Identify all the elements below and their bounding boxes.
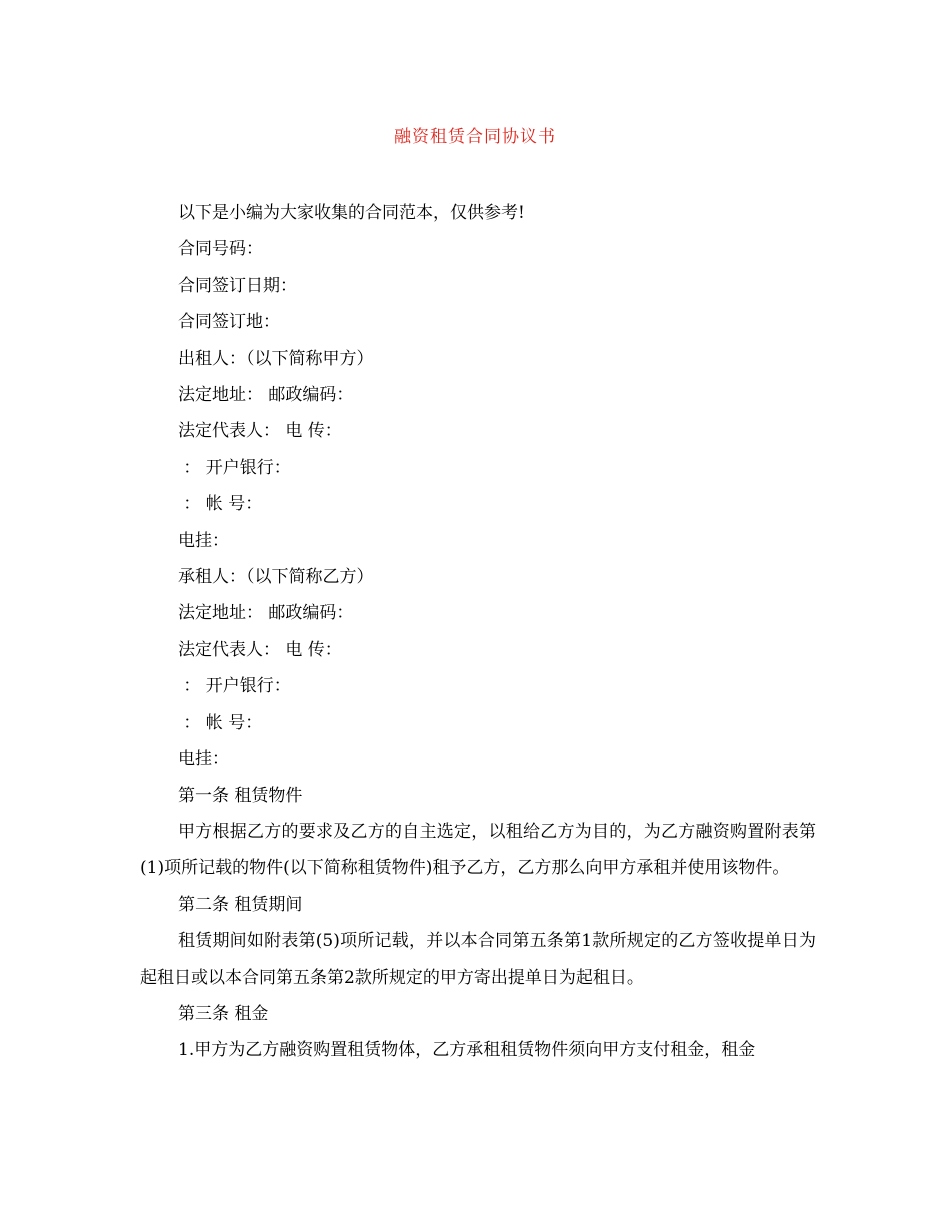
lessor-cable-line: 电挂：	[178, 530, 229, 551]
lessee-cable-line: 电挂：	[178, 749, 229, 770]
lessee-bank-line: ： 开户银行：	[178, 676, 291, 697]
lessee-line: 承租人：（以下简称乙方）	[178, 567, 374, 588]
lessor-representative-line: 法定代表人： 电 传：	[178, 421, 342, 442]
signing-place-line: 合同签订地：	[178, 312, 280, 333]
article3-heading: 第三条 租金	[178, 1003, 269, 1024]
lessor-address-line: 法定地址： 邮政编码：	[178, 385, 354, 406]
lessee-address-line: 法定地址： 邮政编码：	[178, 603, 354, 624]
lessor-bank-line: ： 开户银行：	[178, 457, 291, 478]
contract-number-line: 合同号码：	[178, 239, 263, 260]
lessor-line: 出租人：（以下简称甲方）	[178, 348, 374, 369]
lessee-account-line: ： 帐 号：	[178, 712, 263, 733]
lessor-account-line: ： 帐 号：	[178, 494, 263, 515]
signing-date-line: 合同签订日期：	[178, 275, 297, 296]
article2-body: 租赁期间如附表第(5)项所记载，并以本合同第五条第1款所规定的乙方签收提单日为起租日或以本合同第五条第2款所规定的甲方寄出提单日为起租日。	[140, 931, 816, 988]
document-body	[140, 195, 816, 1069]
lessee-representative-line: 法定代表人： 电 传：	[178, 639, 342, 660]
document-title: 融资租赁合同协议书	[394, 127, 556, 147]
article1-heading: 第一条 租赁物件	[178, 785, 303, 806]
article2-heading: 第二条 租赁期间	[178, 894, 303, 915]
article3-body: 1.甲方为乙方融资购置租赁物体，乙方承租租赁物件须向甲方支付租金，租金	[178, 1040, 756, 1061]
article1-body: 甲方根据乙方的要求及乙方的自主选定，以租给乙方为目的，为乙方融资购置附表第(1)项所记载的物件(以下简称租赁物件)租予乙方，乙方那么向甲方承租并使用该物件。	[140, 821, 816, 879]
intro-line: 以下是小编为大家收集的合同范本，仅供参考!	[178, 203, 525, 223]
